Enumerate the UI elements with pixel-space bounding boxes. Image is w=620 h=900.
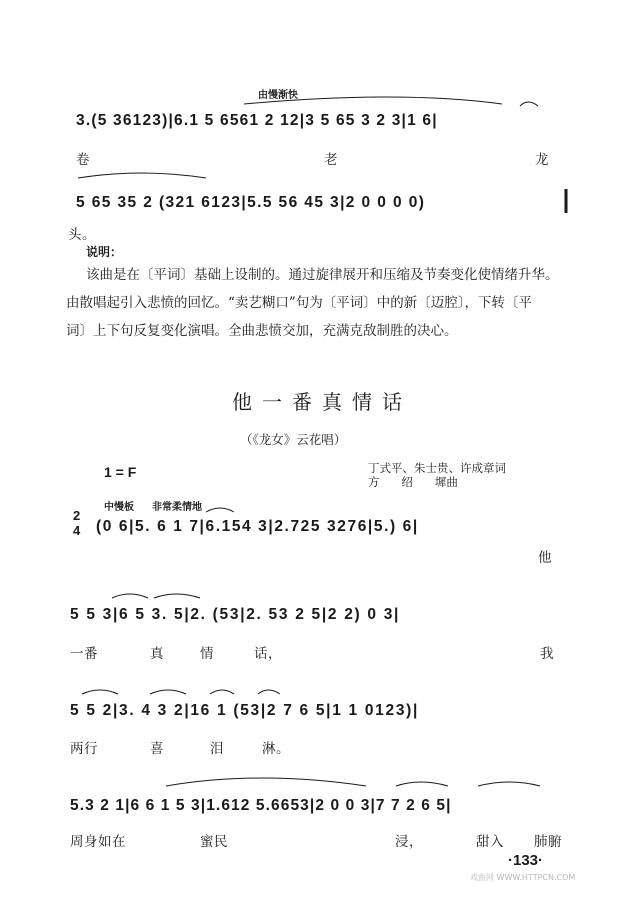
system-4-lyric-feifu: 肺腑 [534,834,562,850]
song-subtitle: （《龙女》云花唱） [240,432,347,447]
score-line-1-lyric-juan: 卷 [76,152,90,168]
song-title: 他一番真情话 [232,390,412,414]
score-line-2-notes: 5 65 35 2 (321 6123|5.5 56 45 3|2 0 0 0 0) [76,194,426,211]
slur-s2a [112,594,148,598]
time-signature-top: 2 [73,508,81,523]
slur-top-1 [244,97,502,104]
slur-s4c [478,782,540,786]
tempo-marking-top: 由慢渐快 [258,90,298,101]
tempo-marking-feichang: 非常柔情地 [152,502,202,513]
time-signature-bottom: 4 [73,523,81,538]
system-3-lyric-lei: 泪 [210,741,224,757]
slur-s3a [82,690,118,694]
credits-composer: 方 绍 墀曲 [368,475,458,489]
slur-s3d [258,690,280,694]
system-2-lyric-qing: 情 [200,646,214,662]
system-4-lyric-jin: 浸， [395,834,423,850]
explanation-line-3: 词〕上下句反复变化演唱。全曲悲愤交加，充满克敌制胜的决心。 [66,323,458,339]
explanation-heading: 说明： [86,245,123,259]
page-number: ·133· [508,852,544,869]
system-2-lyric-hua: 话， [254,646,282,662]
system-1-lyric-ta: 他 [538,550,552,566]
system-3-lyric-lin: 淋。 [262,741,290,757]
system-4-lyric-mimin: 蜜民 [200,834,228,850]
slur-s3b [150,690,186,694]
slur-s3c [210,690,234,694]
slur-s1 [206,508,234,512]
system-3-lyric-xi: 喜 [150,741,164,757]
explanation-line-2: 由散唱起引入悲愤的回忆。“卖艺糊口”句为〔平词〕中的新〔迈腔〕，下转〔平 [66,295,533,311]
slur-s2b [154,594,200,598]
watermark: 戏曲网 WWW.HTTPCN.COM [470,873,576,882]
system-2-lyric-zhen: 真 [150,646,164,662]
slur-top-2 [520,102,538,106]
key-signature: 1 = F [104,464,137,480]
credits-lyricist: 丁式平、朱士贵、许成章词 [368,461,506,475]
system-4-lyric-zhoushen: 周身如在 [70,834,126,850]
score-line-2-lyric-tou: 头。 [68,227,96,243]
slur-s4a [166,778,366,786]
system-4-lyric-tianru: 甜入 [476,834,504,850]
slur-line2 [78,173,206,178]
tempo-marking-zhongmanban: 中慢板 [104,502,134,513]
score-line-1-notes: 3.(5 36123)|6.1 5 6561 2 12|3 5 65 3 2 3|1 6| [76,112,438,129]
score-line-1-lyric-lao: 老 [324,152,338,168]
slur-s4b [396,782,448,786]
explanation-line-1: 该曲是在〔平词〕基础上设制的。通过旋律展开和压缩及节奏变化使情绪升华。 [86,267,559,283]
system-3-notes: 5 5 2|3. 4 3 2|16 1 (53|2 7 6 5|1 1 0123)| [70,702,420,719]
system-2-lyric-wo: 我 [540,646,554,662]
system-4-notes: 5.3 2 1|6 6 1 5 3|1.612 5.6653|2 0 0 3|7 7 2 6 5| [70,797,452,814]
system-1-notes: (0 6|5. 6 1 7|6.154 3|2.725 3276|5.) 6| [96,518,419,535]
system-3-lyric-liangxing: 两行 [70,741,98,757]
score-line-1-lyric-long: 龙 [535,152,549,168]
system-2-lyric-yifan: 一番 [70,646,98,662]
system-2-notes: 5 5 3|6 5 3. 5|2. (53|2. 53 2 5|2 2) 0 3| [70,606,401,623]
